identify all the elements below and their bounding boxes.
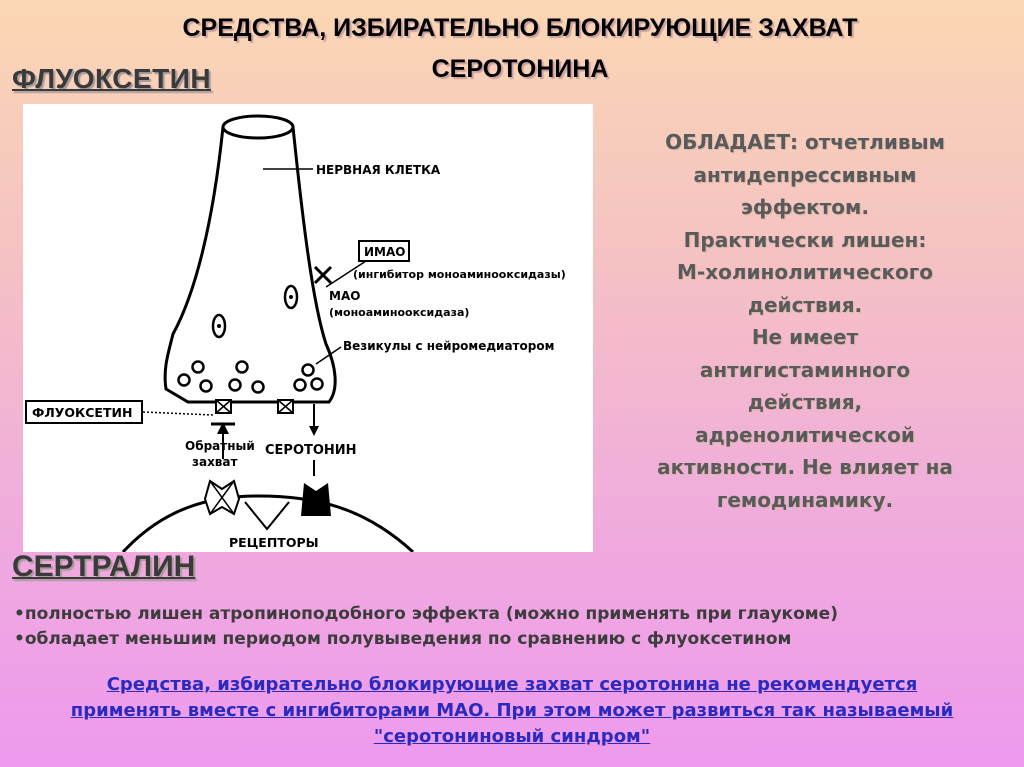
vesicles	[179, 362, 323, 393]
sertraline-heading: СЕРТРАЛИН	[12, 550, 196, 583]
block-cross-icon	[315, 267, 331, 283]
description-line: действия,	[747, 390, 863, 414]
sertraline-bullets	[14, 602, 1014, 652]
label-receptors: РЕЦЕПТОРЫ	[229, 535, 319, 550]
label-reuptake-1: Обратный	[185, 439, 255, 453]
label-nerve-cell: НЕРВНАЯ КЛЕТКА	[316, 163, 441, 177]
label-drug-box: ФЛУОКСЕТИН	[32, 405, 133, 420]
label-vesicles: Везикулы с нейромедиатором	[343, 339, 555, 353]
description-line: гемодинамику.	[716, 487, 894, 512]
receptor-bound	[301, 483, 331, 516]
warning-link[interactable]	[0, 672, 1024, 750]
label-imao: ИМАО	[364, 245, 406, 259]
description-line: Практически лишен:	[683, 227, 927, 252]
label-mao: МАО	[329, 289, 361, 303]
label-reuptake-2: захват	[192, 455, 238, 469]
warning-line[interactable]: "серотониновый синдром"	[373, 726, 651, 747]
warning-line[interactable]: применять вместе с ингибиторами МАО. При этом может развиться так называемый	[70, 700, 954, 721]
fluoxetine-description	[620, 126, 990, 516]
synapse-diagram	[23, 104, 593, 552]
description-line: ОБЛАДАЕТ: отчетливым	[665, 130, 945, 154]
description-line: эффектом.	[741, 195, 869, 219]
warning-line[interactable]: Средства, избирательно блокирующие захват серотонина не рекомендуется	[106, 674, 918, 695]
description-line: действия.	[747, 292, 863, 317]
slide-title-line-1: СРЕДСТВА, ИЗБИРАТЕЛЬНО БЛОКИРУЮЩИЕ ЗАХВАТ	[182, 14, 858, 42]
axon-top-ellipse	[223, 116, 293, 138]
label-serotonin: СЕРОТОНИН	[265, 443, 357, 458]
label-imao-full: (ингибитор моноаминооксидазы)	[353, 268, 566, 281]
receptor-site	[245, 502, 289, 529]
description-line: активности. Не влияет на	[657, 455, 953, 479]
description-line: антигистаминного	[699, 357, 911, 382]
description-line: М-холинолитического	[677, 260, 933, 284]
fluoxetine-heading: ФЛУОКСЕТИН	[12, 63, 212, 94]
description-line: адренолитической	[695, 422, 915, 447]
bullet-item: •обладает меньшим периодом полувыведения по сравнению с флуоксетином	[14, 629, 792, 649]
description-line: Не имеет	[751, 325, 859, 349]
slide-title-line-2: СЕРОТОНИНА	[431, 55, 609, 83]
label-mao-full: (моноаминооксидаза)	[329, 306, 470, 319]
description-line: антидепрессивным	[693, 162, 917, 187]
bullet-item: •полностью лишен атропиноподобного эффекта (можно применять при глаукоме)	[14, 604, 838, 624]
